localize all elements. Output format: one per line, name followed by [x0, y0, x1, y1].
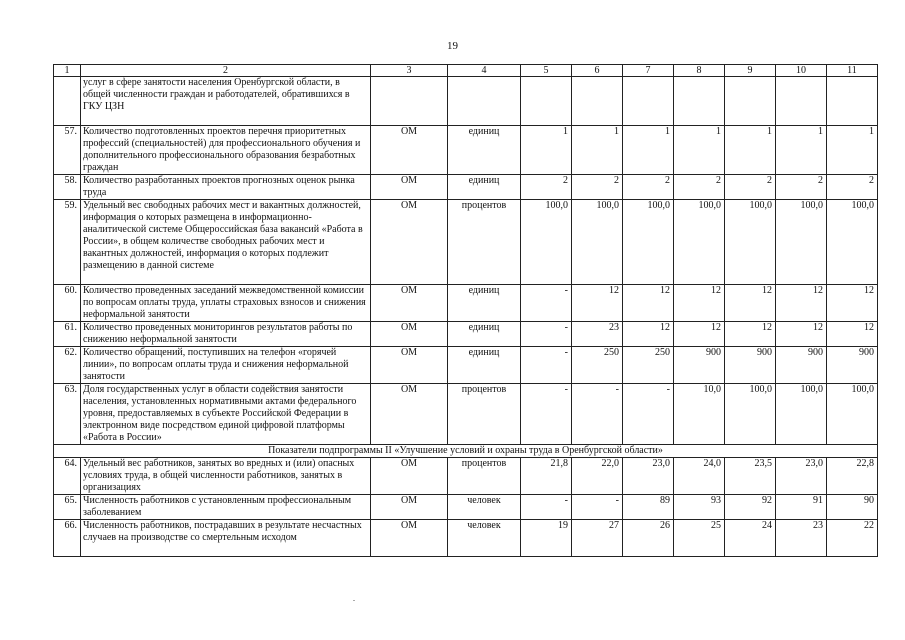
value-cell: - — [521, 495, 572, 520]
value-cell: 900 — [725, 347, 776, 384]
subprogram-title: Показатели подпрограммы II «Улучшение условий и охраны труда в Оренбургской области» — [54, 445, 878, 458]
value-cell: - — [521, 347, 572, 384]
indicators-table — [53, 64, 878, 557]
value-cell: 1 — [725, 126, 776, 175]
value-cell: - — [623, 384, 674, 445]
column-header: 2 — [81, 65, 371, 77]
value-cell: 900 — [827, 347, 878, 384]
value-cell: 100,0 — [776, 200, 827, 285]
table-row — [54, 384, 878, 445]
indicator-type-cell: ОМ — [371, 200, 448, 285]
value-cell: 100,0 — [521, 200, 572, 285]
scan-mark — [353, 600, 355, 601]
value-cell: 2 — [776, 175, 827, 200]
column-header: 1 — [54, 65, 81, 77]
value-cell: - — [521, 322, 572, 347]
indicator-type-cell: ОМ — [371, 126, 448, 175]
row-number-cell: 58. — [54, 175, 81, 200]
column-header: 9 — [725, 65, 776, 77]
indicator-name-cell: Удельный вес работников, занятых во вредных и (или) опасных условиях труда, в общей численности работников, занятых в организациях — [81, 458, 371, 495]
table-row — [54, 495, 878, 520]
unit-cell: единиц — [448, 175, 521, 200]
table-row — [54, 77, 878, 126]
value-cell: 2 — [827, 175, 878, 200]
empty-cell — [623, 77, 674, 126]
indicator-name-cell: Удельный вес свободных рабочих мест и вакантных должностей, информация о которых размещена в информационно-аналитической системе Общероссийская база вакансий «Работа в России», в общем количестве свободных рабочих мест и вакантных должностей, информация о которых подлежит размещению в данной системе — [81, 200, 371, 285]
value-cell: 12 — [725, 285, 776, 322]
row-number-cell: 62. — [54, 347, 81, 384]
empty-cell — [572, 77, 623, 126]
value-cell: 24,0 — [674, 458, 725, 495]
column-header: 11 — [827, 65, 878, 77]
row-number-cell: 57. — [54, 126, 81, 175]
indicator-name-cell: Количество обращений, поступивших на телефон «горячей линии», по вопросам оплаты труда и снижения неформальной занятости — [81, 347, 371, 384]
value-cell: 12 — [623, 285, 674, 322]
value-cell: 2 — [623, 175, 674, 200]
value-cell: 12 — [827, 285, 878, 322]
value-cell: 93 — [674, 495, 725, 520]
value-cell: 27 — [572, 520, 623, 557]
column-header: 4 — [448, 65, 521, 77]
value-cell: 100,0 — [674, 200, 725, 285]
value-cell: 23,0 — [623, 458, 674, 495]
value-cell: 12 — [776, 285, 827, 322]
indicator-type-cell: ОМ — [371, 495, 448, 520]
value-cell: - — [572, 495, 623, 520]
value-cell: 100,0 — [776, 384, 827, 445]
indicator-type-cell: ОМ — [371, 347, 448, 384]
value-cell: 250 — [572, 347, 623, 384]
value-cell: 900 — [674, 347, 725, 384]
table-row — [54, 347, 878, 384]
indicator-type-cell: ОМ — [371, 285, 448, 322]
value-cell: 25 — [674, 520, 725, 557]
unit-cell: единиц — [448, 285, 521, 322]
indicator-type-cell: ОМ — [371, 175, 448, 200]
row-number-cell: 64. — [54, 458, 81, 495]
value-cell: 1 — [776, 126, 827, 175]
column-header: 7 — [623, 65, 674, 77]
unit-cell: человек — [448, 495, 521, 520]
value-cell: 12 — [674, 322, 725, 347]
unit-cell: процентов — [448, 458, 521, 495]
empty-cell — [674, 77, 725, 126]
row-number-cell: 63. — [54, 384, 81, 445]
value-cell: 12 — [827, 322, 878, 347]
value-cell: 10,0 — [674, 384, 725, 445]
value-cell: 92 — [725, 495, 776, 520]
empty-cell — [371, 77, 448, 126]
value-cell: 1 — [827, 126, 878, 175]
value-cell: 91 — [776, 495, 827, 520]
row-number-cell: 61. — [54, 322, 81, 347]
value-cell: - — [521, 384, 572, 445]
value-cell: 2 — [572, 175, 623, 200]
value-cell: 22 — [827, 520, 878, 557]
row-number-cell: 59. — [54, 200, 81, 285]
indicator-type-cell: ОМ — [371, 520, 448, 557]
column-header: 10 — [776, 65, 827, 77]
value-cell: - — [572, 384, 623, 445]
table-row — [54, 285, 878, 322]
indicator-name-cell: Количество проведенных заседаний межведомственной комиссии по вопросам оплаты труда, уплаты страховых взносов и снижения неформальной занятости — [81, 285, 371, 322]
value-cell: 90 — [827, 495, 878, 520]
value-cell: 12 — [725, 322, 776, 347]
value-cell: 2 — [521, 175, 572, 200]
value-cell: 250 — [623, 347, 674, 384]
value-cell: 100,0 — [572, 200, 623, 285]
value-cell: 23 — [776, 520, 827, 557]
value-cell: 100,0 — [827, 200, 878, 285]
indicator-name-cell: услуг в сфере занятости населения Оренбургской области, в общей численности граждан и работодателей, обратившихся в ГКУ ЦЗН — [81, 77, 371, 126]
subprogram-row — [54, 445, 878, 458]
table-row — [54, 126, 878, 175]
empty-cell — [448, 77, 521, 126]
empty-cell — [827, 77, 878, 126]
indicator-name-cell: Доля государственных услуг в области содействия занятости населения, установленных нормативными актами федерального уровня, предоставляемых в субъекте Российской Федерации в электронном виде посредством единой цифровой платформы «Работа в России» — [81, 384, 371, 445]
empty-cell — [521, 77, 572, 126]
value-cell: 100,0 — [623, 200, 674, 285]
value-cell: 23,0 — [776, 458, 827, 495]
indicator-name-cell: Количество подготовленных проектов перечня приоритетных профессий (специальностей) для профессионального обучения и дополнительного профессионального образования безработных граждан — [81, 126, 371, 175]
indicator-name-cell: Количество проведенных мониторингов результатов работы по снижению неформальной занятости — [81, 322, 371, 347]
unit-cell: единиц — [448, 126, 521, 175]
table-row — [54, 458, 878, 495]
value-cell: 24 — [725, 520, 776, 557]
page-number: 19 — [447, 40, 458, 52]
value-cell: 1 — [572, 126, 623, 175]
unit-cell: человек — [448, 520, 521, 557]
unit-cell: процентов — [448, 384, 521, 445]
row-number-cell: 60. — [54, 285, 81, 322]
value-cell: 100,0 — [827, 384, 878, 445]
row-number-cell: 65. — [54, 495, 81, 520]
value-cell: 23 — [572, 322, 623, 347]
column-header: 5 — [521, 65, 572, 77]
row-number-cell — [54, 77, 81, 126]
unit-cell: единиц — [448, 322, 521, 347]
indicator-type-cell: ОМ — [371, 384, 448, 445]
value-cell: 1 — [674, 126, 725, 175]
value-cell: 1 — [623, 126, 674, 175]
row-number-cell: 66. — [54, 520, 81, 557]
indicator-name-cell: Количество разработанных проектов прогнозных оценок рынка труда — [81, 175, 371, 200]
column-header: 6 — [572, 65, 623, 77]
value-cell: 900 — [776, 347, 827, 384]
value-cell: 12 — [776, 322, 827, 347]
value-cell: 100,0 — [725, 384, 776, 445]
indicator-type-cell: ОМ — [371, 322, 448, 347]
value-cell: 26 — [623, 520, 674, 557]
value-cell: 12 — [674, 285, 725, 322]
value-cell: 2 — [725, 175, 776, 200]
value-cell: 12 — [572, 285, 623, 322]
header-row — [54, 65, 878, 77]
table-row — [54, 200, 878, 285]
indicator-type-cell: ОМ — [371, 458, 448, 495]
value-cell: 22,8 — [827, 458, 878, 495]
value-cell: 23,5 — [725, 458, 776, 495]
value-cell: 2 — [674, 175, 725, 200]
column-header: 3 — [371, 65, 448, 77]
table-row — [54, 520, 878, 557]
value-cell: 1 — [521, 126, 572, 175]
value-cell: 100,0 — [725, 200, 776, 285]
unit-cell: единиц — [448, 347, 521, 384]
value-cell: 12 — [623, 322, 674, 347]
column-header: 8 — [674, 65, 725, 77]
value-cell: 89 — [623, 495, 674, 520]
value-cell: - — [521, 285, 572, 322]
table-row — [54, 175, 878, 200]
unit-cell: процентов — [448, 200, 521, 285]
value-cell: 19 — [521, 520, 572, 557]
indicator-name-cell: Численность работников с установленным профессиональным заболеванием — [81, 495, 371, 520]
value-cell: 21,8 — [521, 458, 572, 495]
table-row — [54, 322, 878, 347]
empty-cell — [725, 77, 776, 126]
empty-cell — [776, 77, 827, 126]
value-cell: 22,0 — [572, 458, 623, 495]
indicator-name-cell: Численность работников, пострадавших в результате несчастных случаев на производстве со смертельным исходом — [81, 520, 371, 557]
